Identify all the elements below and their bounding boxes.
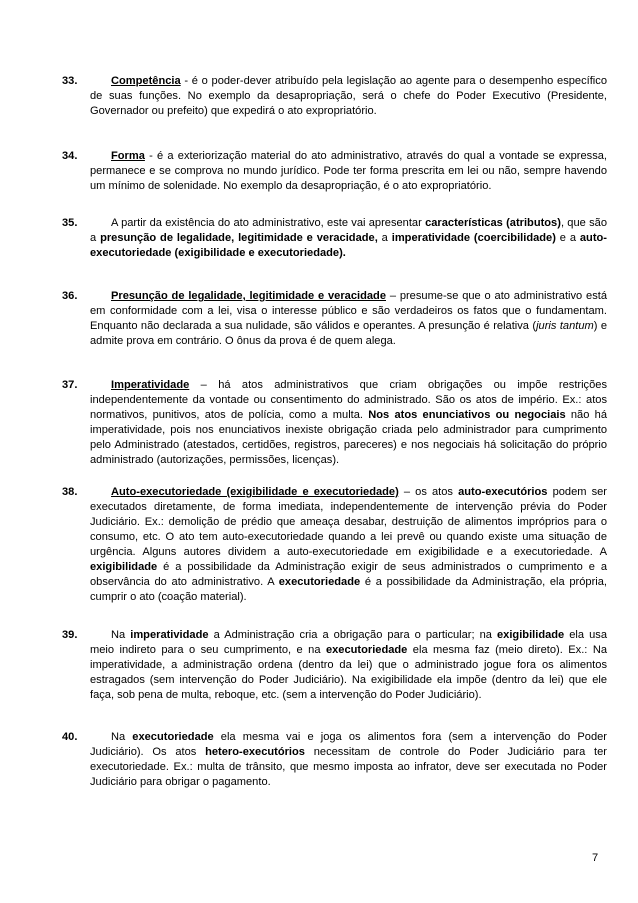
text-segment: é a possibilidade da Administração exigir de seus administrados o cumprimento e a observância do ato administrativo. A: [90, 561, 607, 589]
text-segment: características (atributos): [425, 217, 561, 229]
text-segment: – há atos administrativos que criam obrigações ou impõe restrições independentemente da vontade ou consentimento do administrado. São os atos de império. Ex.: atos normativos, punitivos, atos de polícia, como a multa.: [90, 379, 607, 422]
text-segment: Auto-executoriedade (exigibilidade e executoriedade): [111, 486, 399, 498]
text-segment: juris tantum: [536, 320, 594, 333]
text-segment: Presunção de legalidade, legitimidade e veracidade: [111, 290, 386, 302]
item-number: 34.: [62, 150, 78, 162]
text-segment: hetero-executórios: [205, 746, 305, 759]
text-segment: é a possibilidade da Administração, ela própria, cumprir o ato (coação material).: [90, 576, 607, 604]
item-number: 38.: [62, 486, 78, 498]
text-segment: A partir da existência do ato administrativo, este vai apresentar: [111, 217, 426, 229]
text-segment: ela mesma faz (meio direto). Ex.: Na imperatividade, a administração ordena (dentro da lei) que o administrado jogue fora os alimentos estragados (sem intervenção do Poder Judiciário). Na exigibilidade ela impõe (dentro da lei) que ele faça, sob pena de multa, reboque, etc. (sem a intervenção do Poder Judiciário).: [90, 644, 608, 702]
item-text: [90, 628, 607, 703]
text-segment: imperatividade: [130, 629, 209, 641]
text-segment: executoriedade: [278, 576, 361, 589]
text-segment: não há imperatividade, pois nos enunciativos inexiste obrigação criada pelo administrador para cumprimento pelo Administrado (atestados, certidões, registros, pareceres) e nos negociais há solicitação do próprio administrado (autorizações, permissões, licenças).: [90, 409, 607, 467]
item-text: [90, 485, 607, 605]
text-segment: - é a exteriorização material do ato administrativo, através do qual a vontade se expressa, permanece e se comprova no mundo jurídico. Pode ter forma prescrita em lei ou não, sempre havendo um mínimo de solenidade. No exemplo da desapropriação, é o ato expropriatório.: [90, 150, 607, 193]
item-number: 37.: [62, 379, 78, 391]
text-segment: - é o poder-dever atribuído pela legislação ao agente para o desempenho específico de suas funções. No exemplo da desapropriação, será o chefe do Poder Executivo (Presidente, Governador ou prefeito) que expedirá o ato expropriatório.: [90, 75, 607, 118]
paragraph: [90, 216, 607, 261]
item-text: [90, 378, 607, 468]
paragraph: [90, 149, 607, 194]
text-segment: a: [377, 232, 392, 245]
text-segment: exigibilidade: [90, 561, 158, 574]
item-text: [90, 216, 607, 261]
text-segment: e a: [555, 232, 580, 245]
text-segment: necessitam de controle do Poder Judiciário para ter executoriedade. Ex.: multa de trânsito, que mesmo imposta ao infrator, deve ser executada no Poder Judiciário para obrigar o pagamento.: [90, 746, 607, 789]
text-segment: a Administração cria a obrigação para o particular; na: [208, 629, 498, 641]
text-segment: ela mesma vai e joga os alimentos fora (sem a intervenção do Poder Judiciário). Os atos: [90, 731, 608, 759]
text-segment: , que são a: [90, 217, 607, 245]
text-segment: auto-executoriedade (exigibilidade e executoriedade).: [90, 232, 608, 260]
text-segment: – presume-se que o ato administrativo está em conformidade com a lei, visa o interesse público e são verdadeiros os fatos que o fundamentam. Enquanto não declarada a sua nulidade, são válidos e operantes. A presunção é relativa (: [90, 290, 608, 333]
text-segment: Na: [111, 731, 133, 743]
item-text: [90, 149, 607, 194]
item-number: 39.: [62, 629, 78, 641]
text-segment: Nos atos enunciativos ou negociais: [368, 409, 566, 422]
text-segment: executoriedade: [132, 731, 214, 743]
text-segment: auto-executórios: [458, 486, 548, 498]
item-text: [90, 730, 607, 790]
text-segment: Competência: [111, 75, 181, 87]
paragraph: [90, 628, 607, 703]
item-number: 40.: [62, 731, 78, 743]
paragraph: [90, 730, 607, 790]
text-segment: – os atos: [398, 486, 459, 498]
text-segment: executoriedade: [325, 644, 408, 657]
text-segment: Imperatividade: [111, 379, 190, 391]
item-number: 33.: [62, 75, 78, 87]
paragraph: [90, 74, 607, 119]
item-text: [90, 289, 607, 349]
item-number: 36.: [62, 290, 78, 302]
item-text: [90, 74, 607, 119]
text-segment: Na: [111, 629, 131, 641]
text-segment: exigibilidade: [497, 629, 565, 641]
item-number: 35.: [62, 217, 78, 229]
page-number: 7: [592, 852, 599, 864]
paragraph: [90, 289, 607, 349]
paragraph: [90, 378, 607, 468]
text-segment: presunção de legalidade, legitimidade e veracidade,: [100, 232, 378, 245]
text-segment: Forma: [111, 150, 145, 162]
paragraph: [90, 485, 607, 605]
text-segment: ) e admite prova em contrário. O ônus da prova é de quem alega.: [90, 320, 608, 348]
text-segment: ela usa meio indireto para o seu cumprimento, e na: [90, 629, 607, 657]
text-segment: podem ser executados diretamente, de forma imediata, independentemente de intervenção prévia do Poder Judiciário. Ex.: demolição de prédio que ameaça desabar, destruição de alimentos impróprios para o consumo, etc. O ato tem auto-executoriedade quando a lei prevê ou quando existe uma situação de urgência. Alguns autores dividem a auto-executoriedade em exigibilidade e a executoriedade. A: [90, 486, 608, 559]
text-segment: imperatividade (coercibilidade): [391, 232, 556, 245]
